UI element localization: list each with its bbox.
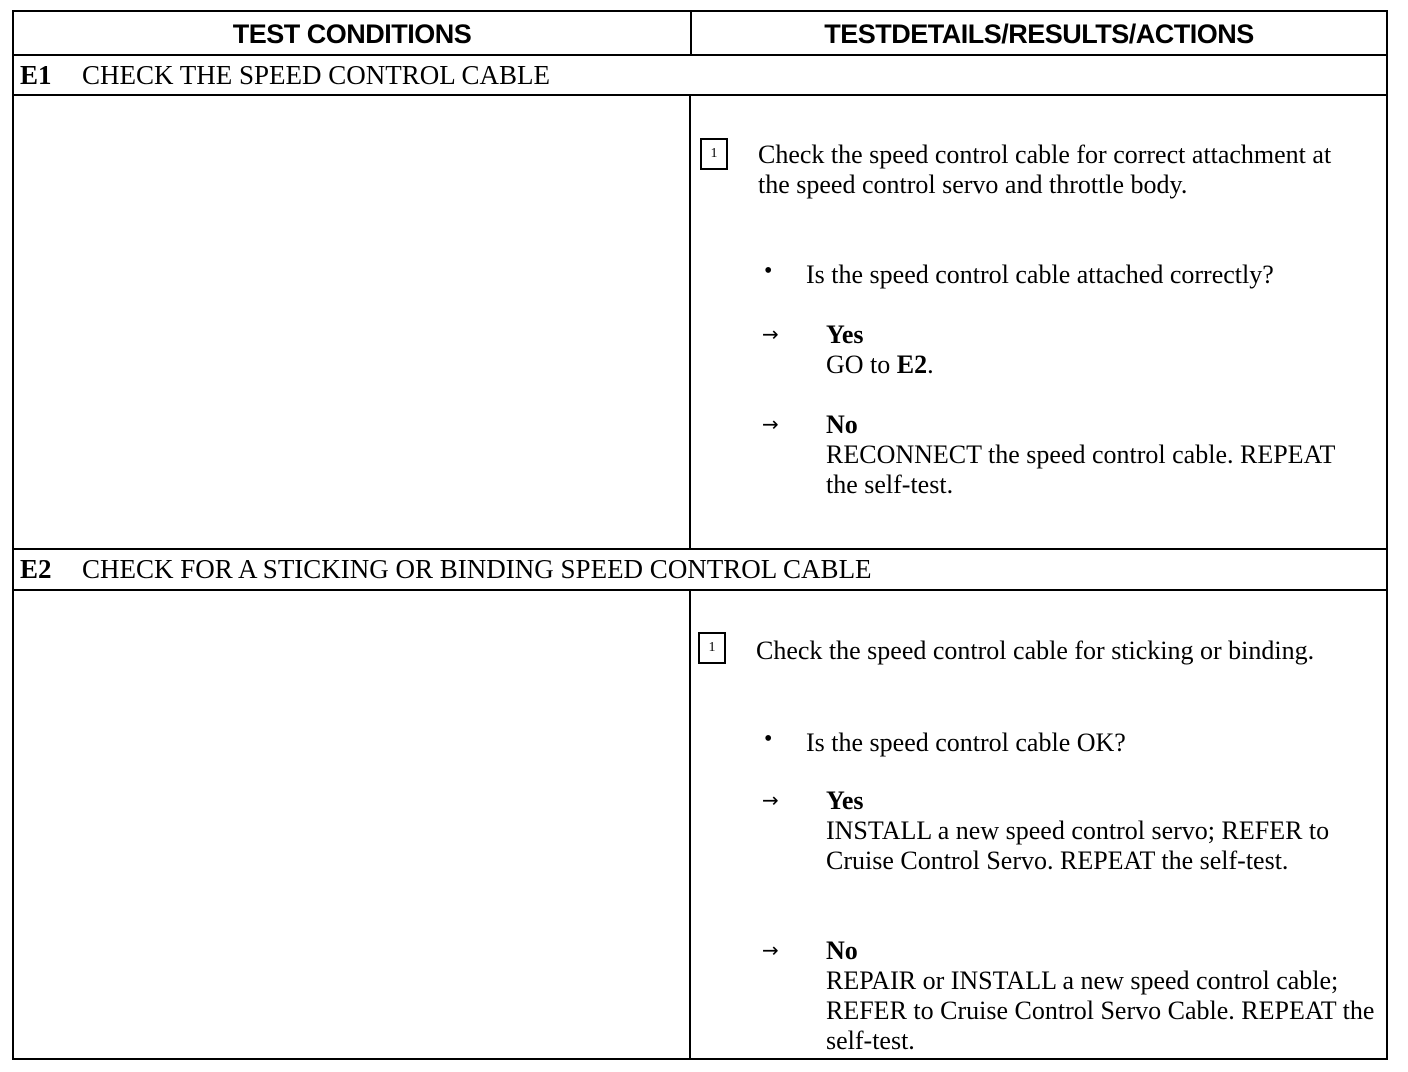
step-number-box: 1 (700, 138, 728, 170)
arrow-right-icon: → (762, 938, 779, 962)
arrow-right-icon: → (762, 788, 779, 812)
arrow-right-icon: → (762, 412, 779, 436)
yes-action-ref: E2 (896, 350, 928, 379)
step-number-box: 1 (698, 632, 726, 664)
no-label: No (826, 410, 858, 439)
no-result (826, 410, 1366, 500)
yes-action-prefix: GO to (826, 350, 897, 379)
step-text: Check the speed control cable for sticking or binding. (756, 636, 1315, 665)
question-text: Is the speed control cable OK? (806, 728, 1126, 757)
divider (14, 94, 1386, 96)
divider (689, 589, 691, 1058)
header-test-details: TESTDETAILS/RESULTS/ACTIONS (824, 19, 1254, 49)
bullet-icon: • (764, 726, 773, 752)
no-action: REPAIR or INSTALL a new speed control cable; REFER to Cruise Control Servo Cable. REPEAT the self-test. (826, 966, 1375, 1055)
header-test-conditions: TEST CONDITIONS (232, 19, 472, 49)
diagnostic-table (12, 10, 1388, 1060)
no-action: RECONNECT the speed control cable. REPEAT the self-test. (826, 440, 1335, 499)
no-label: No (826, 936, 858, 965)
divider (14, 54, 1386, 56)
section-title-e2 (20, 554, 872, 585)
section-title-e1 (20, 60, 550, 91)
section-code: E1 (20, 60, 52, 90)
no-result (826, 936, 1386, 1056)
yes-label: Yes (826, 786, 864, 815)
yes-action-suffix: . (927, 350, 934, 379)
question-text: Is the speed control cable attached correctly? (806, 260, 1274, 289)
yes-label: Yes (826, 320, 864, 349)
divider (689, 94, 691, 548)
divider (14, 589, 1386, 591)
divider (690, 12, 692, 54)
yes-result (826, 320, 1366, 380)
yes-result (826, 786, 1378, 876)
arrow-right-icon: → (762, 322, 779, 346)
section-title-text: CHECK FOR A STICKING OR BINDING SPEED CONTROL CABLE (82, 554, 872, 584)
section-code: E2 (20, 554, 52, 584)
section-title-text: CHECK THE SPEED CONTROL CABLE (82, 60, 551, 90)
bullet-icon: • (764, 258, 773, 284)
step-text: Check the speed control cable for correct attachment at the speed control servo and throttle body. (758, 140, 1332, 199)
divider (14, 548, 1386, 550)
yes-action: INSTALL a new speed control servo; REFER to Cruise Control Servo. REPEAT the self-test. (826, 816, 1330, 875)
